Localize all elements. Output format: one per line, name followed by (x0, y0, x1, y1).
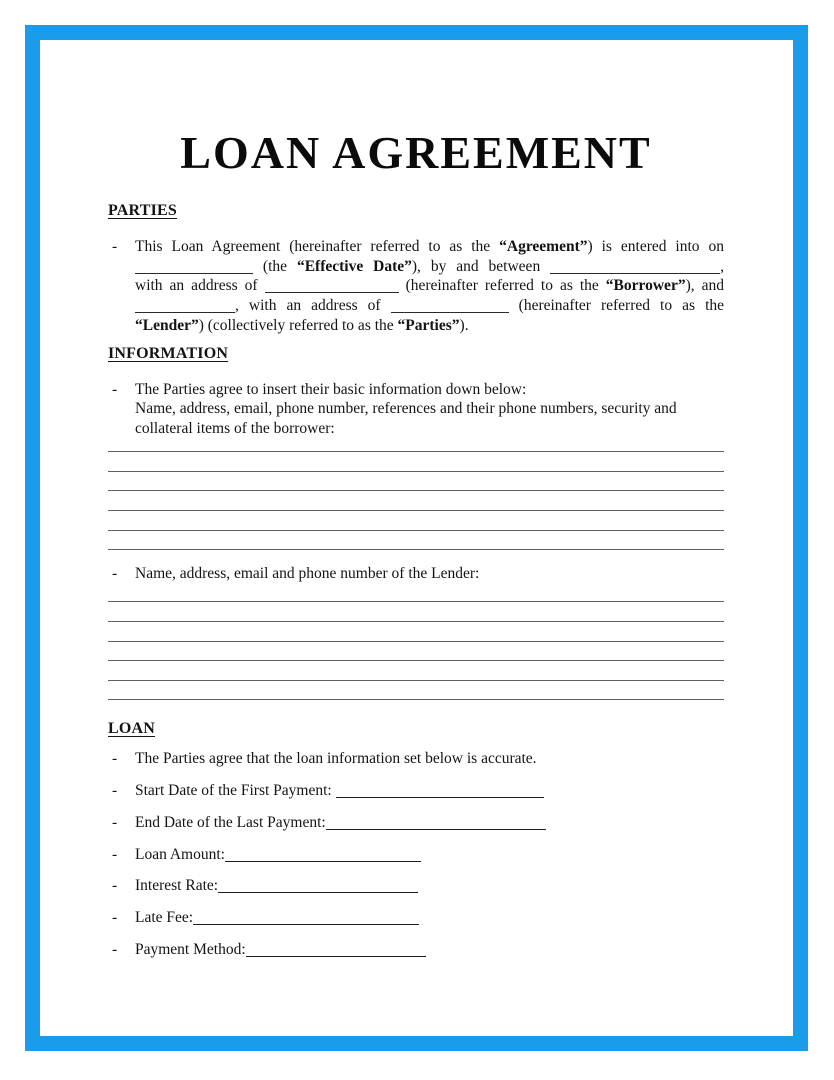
blank-loan-amount (225, 849, 421, 862)
borrower-info-text (135, 380, 724, 439)
ruled-line (108, 491, 724, 511)
ruled-line (108, 452, 724, 472)
section-heading-information: INFORMATION (108, 344, 229, 362)
lender-info-text (135, 564, 724, 584)
text-line: The Parties agree to insert their basic information down below: (135, 380, 527, 398)
list-marker: - (112, 877, 118, 895)
loan-details-list (108, 749, 724, 959)
text-line: Name, address, email, phone number, references and their phone numbers, security and (135, 400, 677, 418)
loan-item-label: Payment Method: (135, 940, 246, 958)
loan-item-late-fee (108, 908, 724, 928)
text-segment: , with an address of (235, 297, 391, 315)
text-segment: , (720, 257, 724, 275)
text-line: Name, address, email and phone number of the Lender: (135, 565, 480, 583)
list-marker: - (112, 908, 118, 926)
ruled-line (108, 472, 724, 492)
text-segment: ), and (685, 277, 724, 295)
document-title: LOAN AGREEMENT (180, 127, 652, 178)
list-marker: - (112, 238, 118, 255)
text-segment: “Borrower” (605, 277, 686, 295)
text-segment: ) (collectively referred to as the (198, 316, 398, 334)
parties-clause (108, 237, 724, 336)
list-marker: - (112, 380, 118, 398)
ruled-line (108, 681, 724, 701)
loan-item-label: Late Fee: (135, 908, 194, 926)
blank-late-fee (193, 912, 419, 925)
list-marker: - (112, 750, 118, 768)
document-content (108, 0, 724, 959)
text-segment: ) is entered into on (587, 238, 724, 255)
loan-item-loan-amount (108, 845, 724, 865)
loan-item-end-date (108, 813, 724, 833)
list-marker: - (112, 813, 118, 831)
borrower-writing-lines (108, 433, 724, 551)
section-heading-loan: LOAN (108, 720, 156, 738)
text-segment: “Effective Date” (296, 257, 412, 275)
paragraph-line (135, 237, 724, 257)
ruled-line (108, 583, 724, 603)
text-segment: This Loan Agreement (hereinafter referred to as the (135, 238, 500, 255)
lender-writing-lines (108, 583, 724, 701)
text-segment: with an address of (135, 277, 265, 295)
text-segment: (hereinafter referred to as the (398, 277, 606, 295)
blank-start-date (336, 785, 544, 798)
blank-end-date (326, 817, 546, 830)
list-marker: - (112, 782, 118, 800)
loan-item-label: The Parties agree that the loan information set below is accurate. (135, 750, 537, 768)
parties-paragraph (135, 237, 724, 336)
ruled-line (108, 642, 724, 662)
loan-item-label: Interest Rate: (135, 877, 219, 895)
paragraph-line (135, 316, 724, 336)
blank-interest-rate (218, 880, 418, 893)
loan-item-label: End Date of the Last Payment: (135, 813, 326, 831)
paragraph-line (135, 296, 724, 316)
blank-borrower-address (265, 280, 399, 293)
blank-lender-address (391, 300, 509, 313)
loan-item-loan-intro (108, 749, 724, 769)
text-segment: “Lender” (135, 316, 199, 334)
list-marker: - (112, 565, 118, 583)
section-heading-parties: PARTIES (108, 202, 178, 219)
list-marker: - (112, 940, 118, 958)
ruled-line (108, 531, 724, 551)
blank-lender-name (135, 300, 235, 313)
loan-item-interest-rate (108, 876, 724, 896)
text-segment: ), by and between (411, 257, 551, 275)
blank-borrower-name (550, 261, 720, 274)
text-segment: “Agreement” (499, 238, 588, 255)
ruled-line (108, 661, 724, 681)
paragraph-line (135, 276, 724, 296)
ruled-line (108, 511, 724, 531)
list-marker: - (112, 845, 118, 863)
ruled-line (108, 602, 724, 622)
loan-item-start-date (108, 781, 724, 801)
borrower-info-item (108, 380, 724, 439)
loan-item-label: Start Date of the First Payment: (135, 782, 336, 800)
text-segment: ). (459, 316, 469, 334)
loan-item-payment-method (108, 940, 724, 960)
ruled-line (108, 622, 724, 642)
loan-item-label: Loan Amount: (135, 845, 225, 863)
text-segment: (hereinafter referred to as the (508, 297, 724, 315)
blank-effective-date (135, 261, 253, 274)
text-line: collateral items of the borrower: (135, 419, 335, 437)
blank-payment-method (246, 944, 426, 957)
text-segment: (the (253, 257, 297, 275)
text-segment: “Parties” (397, 316, 460, 334)
lender-info-item (108, 564, 724, 584)
paragraph-line (135, 257, 724, 277)
